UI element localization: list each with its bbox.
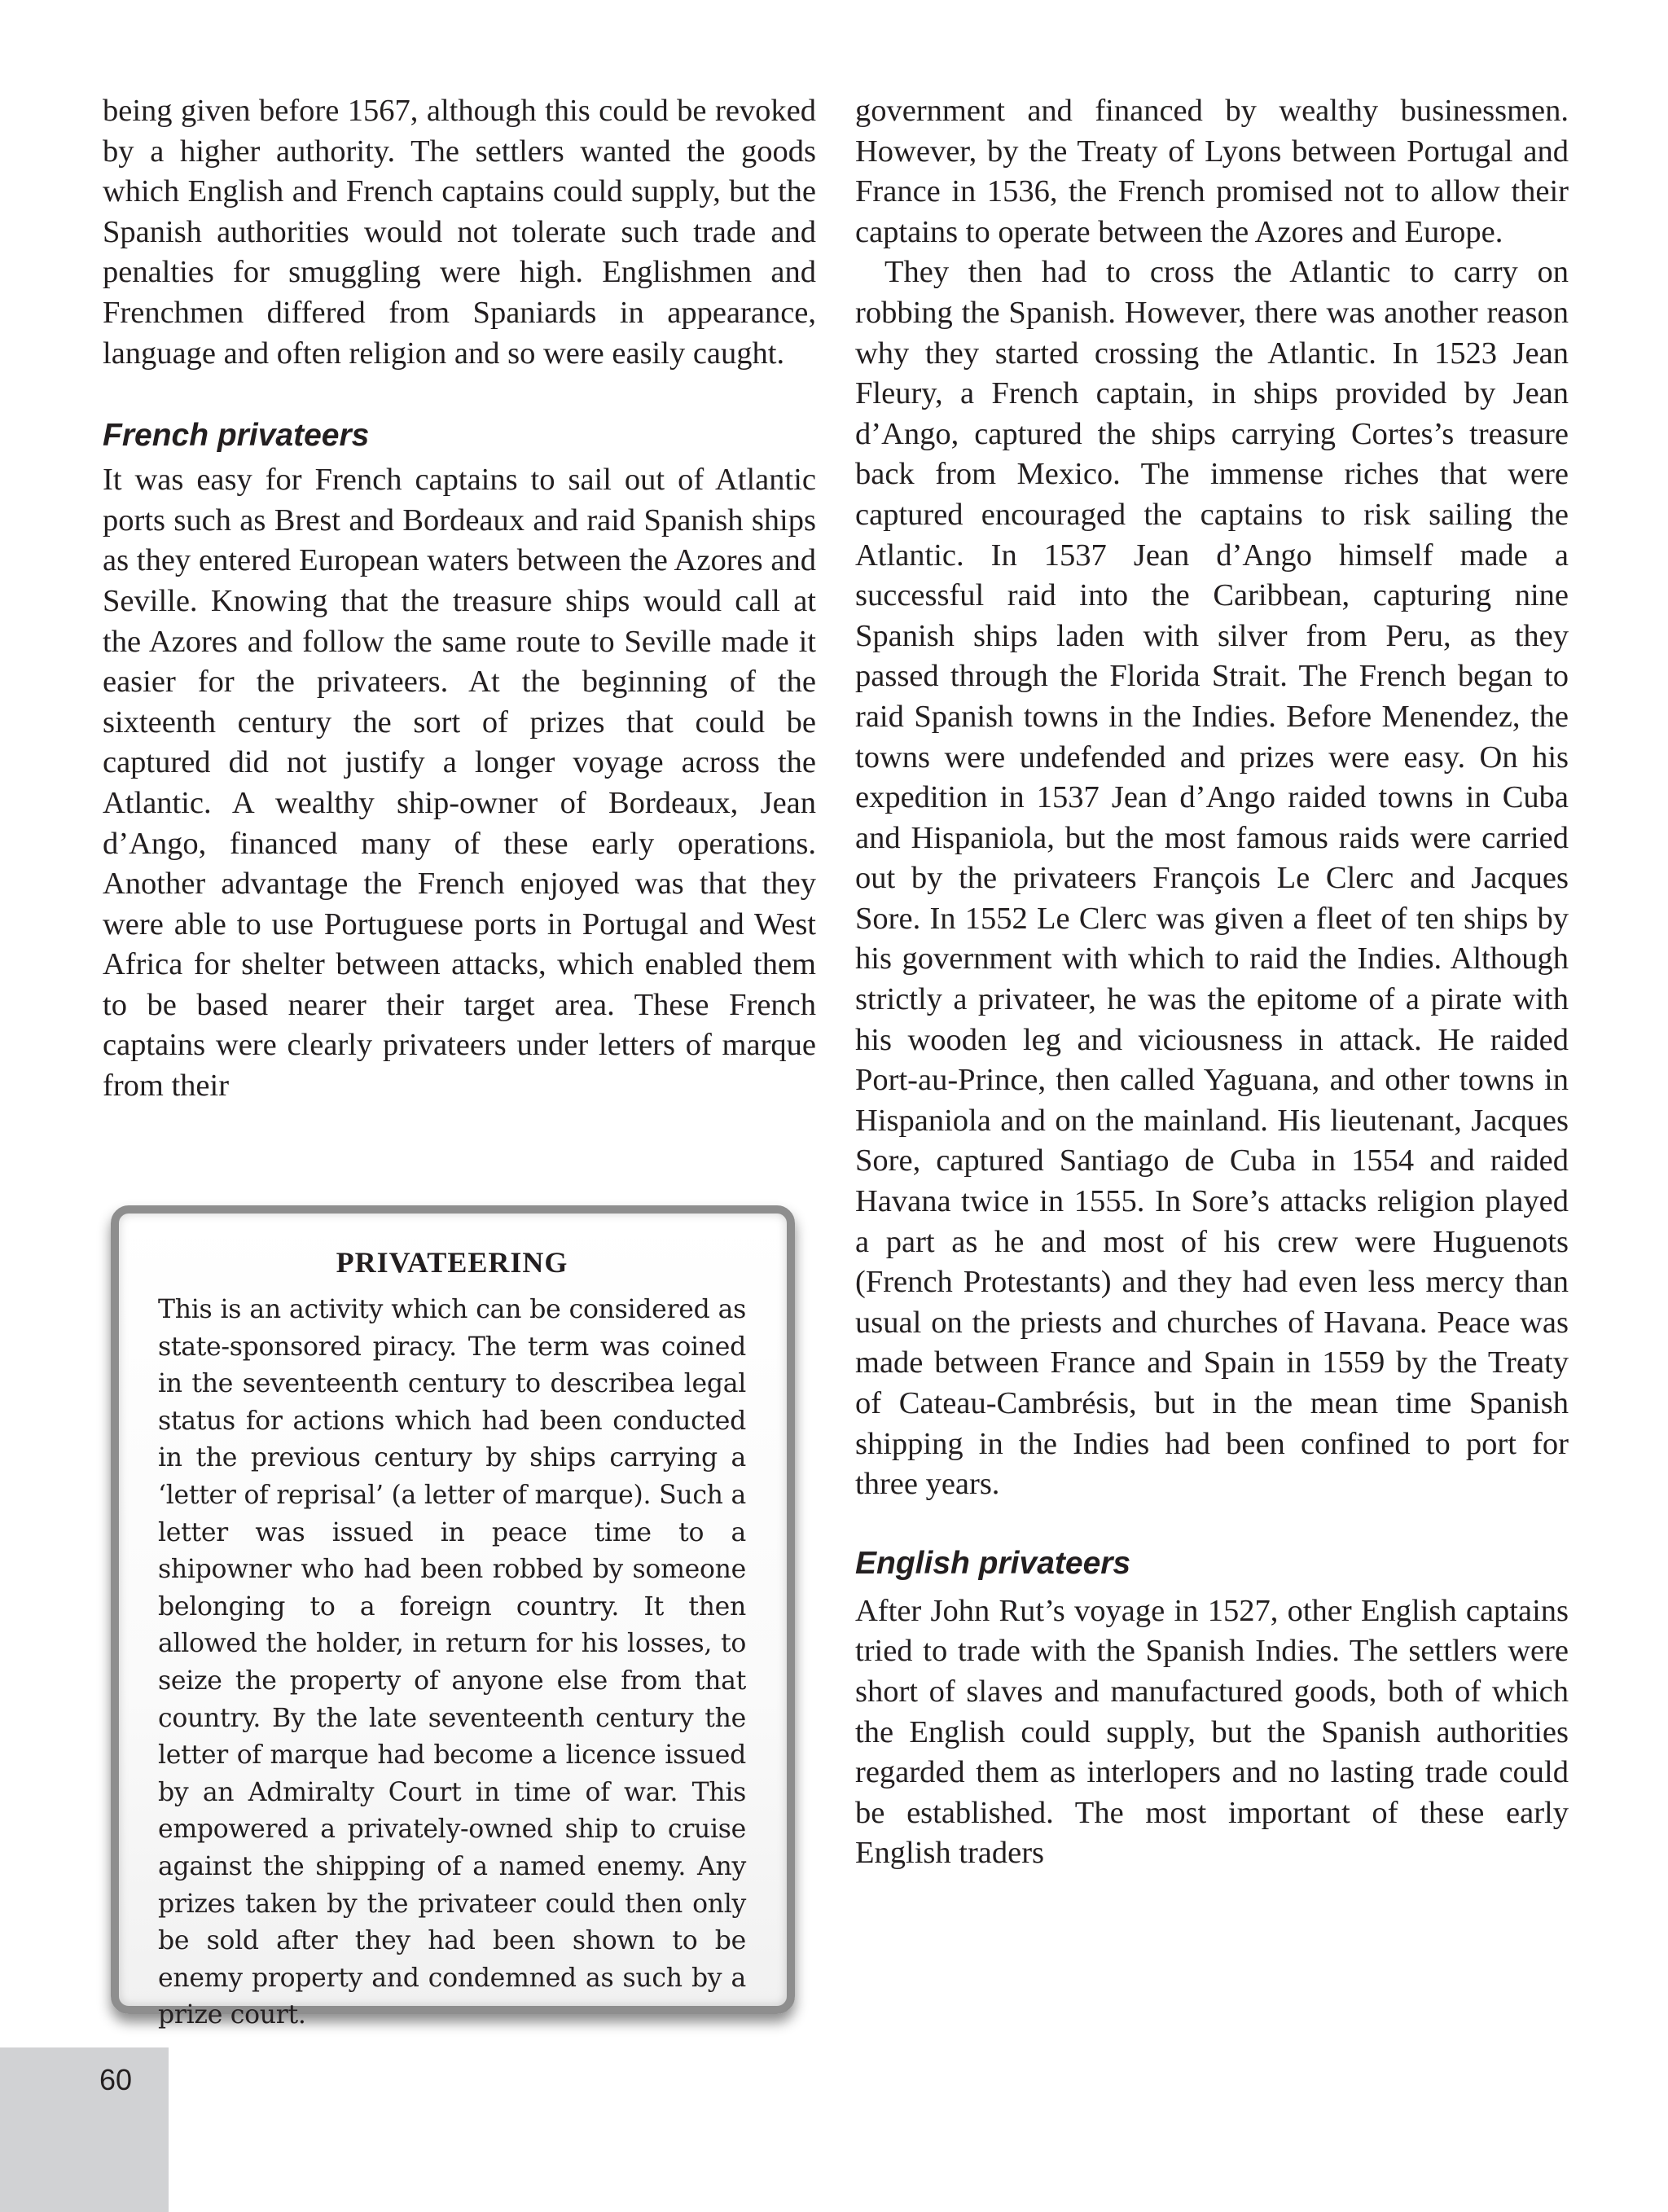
sidebar-text: This is an activity which can be considered as state-sponsored piracy. The term was coined in the seventeenth century to describea legal status for actions which had been conducted in the previous century by ships carrying a ‘letter of reprisal’ (a letter of marque). Such a letter was issued in peace time to a shipowner who had been robbed by someone belonging to a foreign country. It then allowed the holder, in return for his losses, to seize the property of anyone else from that country. By the late seventeenth century the letter of marque had become a licence issued by an Admiralty Court in time of war. This empowered a privately-owned ship to cruise against the shipping of a named enemy. Any prizes taken by the privateer could then only be sold after they had been shown to be enemy property and condemned as such by a prize court. bbox=[158, 1295, 746, 2030]
left-paragraph-1: being given before 1567, although this could be revoked by a higher authority. The settlers wanted the goods which English and French captains could supply, but the Spanish authorities would not tolerate such trade and penalties for smuggling were high. Englishmen and Frenchmen differed from Spaniards in appearance, language and often religion and so were easily caught. bbox=[103, 94, 816, 371]
right-paragraph-3: After John Rut’s voyage in 1527, other English captains tried to trade with the Spanish Indies. The settlers were short of slaves and manufactured goods, both of which the English could supply, but the Spanish authorities regarded them as interlopers and no lasting trade could be established. The most important of these early English traders bbox=[855, 1593, 1569, 1871]
sidebar-title: PRIVATEERING bbox=[336, 1246, 568, 1279]
section-heading-english-privateers: English privateers bbox=[855, 1545, 1131, 1581]
left-column bbox=[103, 91, 816, 1107]
page-number: 60 bbox=[99, 2063, 133, 2096]
privateering-sidebar-box bbox=[111, 1205, 795, 2030]
page-number-tab bbox=[0, 2047, 169, 2212]
right-column bbox=[855, 91, 1569, 1874]
right-paragraph-1: government and financed by wealthy businessmen. However, by the Treaty of Lyons between Portugal and France in 1536, the French promised not to allow their captains to operate between the Azores and Europe. bbox=[855, 94, 1569, 249]
right-paragraph-2: They then had to cross the Atlantic to carry on robbing the Spanish. However, there was another reason why they started crossing the Atlantic. In 1523 Jean Fleury, a French captain, in ships provided by Jean d’Ango, captured the ships carrying Cortes’s treasure back from Mexico. The immense riches that were captured encouraged the captains to risk sailing the Atlantic. In 1537 Jean d’Ango himself made a successful raid into the Caribbean, capturing nine Spanish ships laden with silver from Peru, as they passed through the Florida Strait. The French began to raid Spanish towns in the Indies. Before Menendez, the towns were undefended and prizes were easy. On his expedition in 1537 Jean d’Ango raided towns in Cuba and Hispaniola, but the most famous raids were carried out by the privateers François Le Clerc and Jacques Sore. In 1552 Le Clerc was given a fleet of ten ships by his government with which to raid the Indies. Although strictly a privateer, he was the epitome of a pirate with his wooden leg and viciousness in attack. He raided Port-au-Prince, then called Yaguana, and other towns in Hispaniola and on the mainland. His lieutenant, Jacques Sore, captured Santiago de Cuba in 1554 and raided Havana twice in 1555. In Sore’s attacks religion played a part as he and most of his crew were Huguenots (French Protestants) and they had even less mercy than usual on the priests and churches of Havana. Peace was made between France and Spain in 1559 by the Treaty of Cateau-Cambrésis, but in the mean time Spanish shipping in the Indies had been confined to port for three years. bbox=[855, 255, 1569, 1502]
left-paragraph-2: It was easy for French captains to sail out of Atlantic ports such as Brest and Bordeaux and raid Spanish ships as they entered European waters between the Azores and Seville. Knowing that the treasure ships would call at the Azores and follow the same route to Seville made it easier for the privateers. At the beginning of the sixteenth century the sort of prizes that could be captured did not justify a longer voyage across the Atlantic. A wealthy ship-owner of Bordeaux, Jean d’Ango, financed many of these early operations. Another advantage the French enjoyed was that they were able to use Portuguese ports in Portugal and West Africa for shelter between attacks, which enabled them to be based nearer their target area. These French captains were clearly privateers under letters of marque from their bbox=[103, 463, 816, 1104]
section-heading-french-privateers: French privateers bbox=[103, 418, 370, 454]
